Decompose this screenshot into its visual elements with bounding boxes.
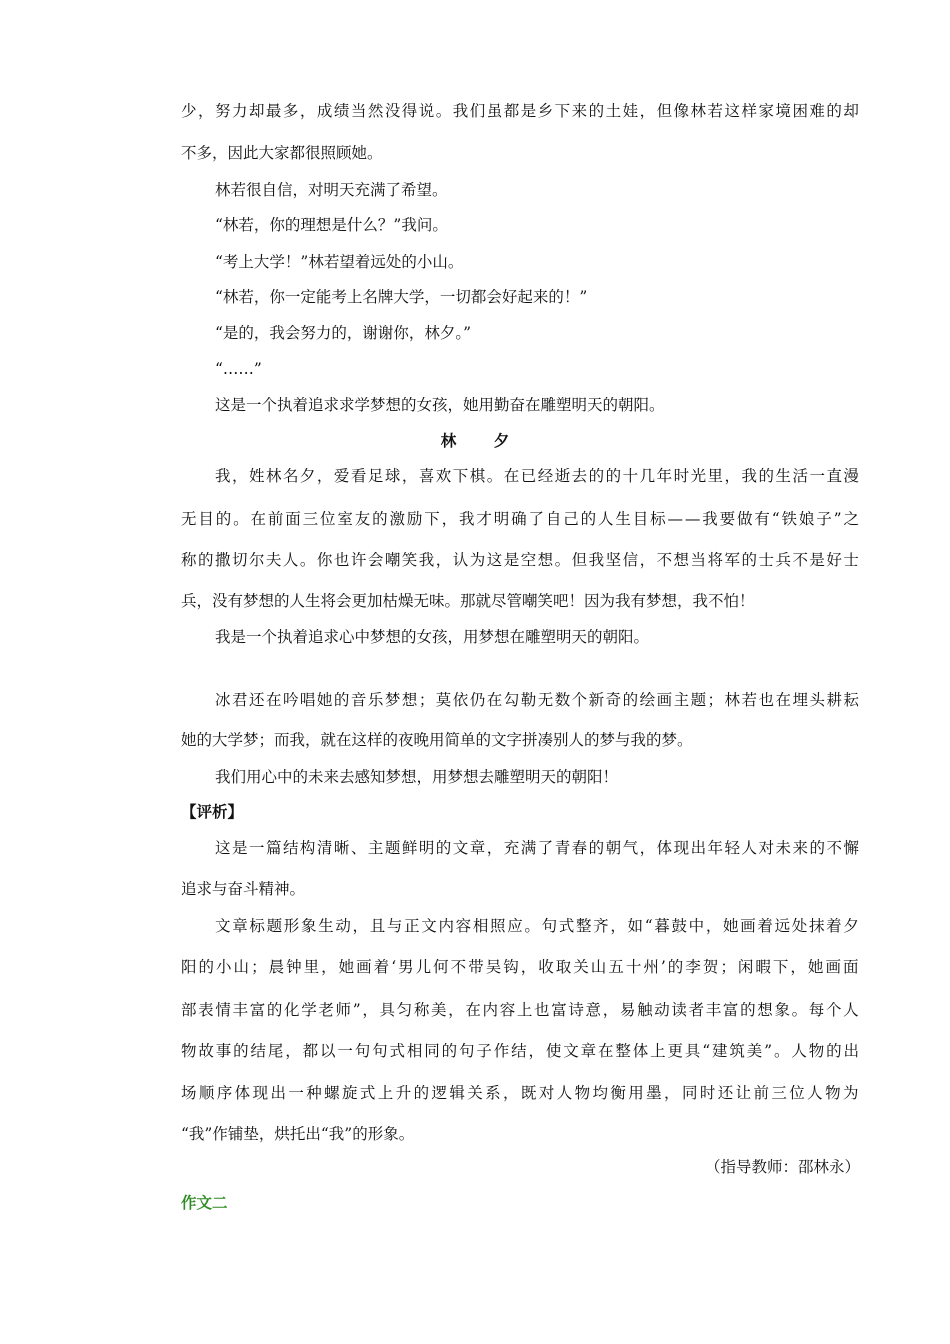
- paragraph-line: 文 章 标 题 形 象 生 动 ， 且 与 正 文 内 容 相 照 应 。 句 式 整 齐 ， 如 “ 暮 鼓 中 ， 她 画 着 远 处 抹 着 夕: [215, 917, 859, 935]
- paragraph-line: “我”作铺垫，烘托出“我”的形象。: [181, 1125, 415, 1143]
- next-essay-heading: 作文二: [181, 1193, 228, 1212]
- paragraph-line: 她的大学梦；而我，就在这样的夜晚用简单的文字拼凑别人的梦与我的梦。: [181, 731, 693, 749]
- paragraph-line: 冰 君 还 在 吟 唱 她 的 音 乐 梦 想 ； 莫 依 仍 在 勾 勒 无 数 个 新 奇 的 绘 画 主 题 ； 林 若 也 在 埋 头 耕 耘: [215, 691, 859, 709]
- section-heading: 林 夕: [440, 431, 526, 450]
- paragraph: 我们用心中的未来去感知梦想，用梦想去雕塑明天的朝阳！: [215, 768, 619, 786]
- dialogue-line: “是的，我会努力的，谢谢你，林夕。”: [215, 324, 472, 342]
- dialogue-line: “林若，你一定能考上名牌大学，一切都会好起来的！”: [215, 288, 588, 306]
- paragraph-line: 这 是 一 篇 结 构 清 晰 、 主 题 鲜 明 的 文 章 ， 充 满 了 青 春 的 朝 气 ， 体 现 出 年 轻 人 对 未 来 的 不 懈: [215, 839, 859, 857]
- paragraph: 我是一个执着追求心中梦想的女孩，用梦想在雕塑明天的朝阳。: [215, 628, 650, 646]
- paragraph-line: 不多，因此大家都很照顾她。: [181, 144, 383, 162]
- dialogue-line: “……”: [215, 360, 262, 378]
- paragraph-line: 阳 的 小 山 ； 晨 钟 里 ， 她 画 着 ‘ 男 儿 何 不 带 吴 钩 ， 收 取 关 山 五 十 州 ’ 的 李 贺 ； 闲 暇 下 ， 她 画 面: [181, 958, 859, 976]
- paragraph: 林若很自信，对明天充满了希望。: [215, 181, 448, 199]
- paragraph-line: 兵，没有梦想的人生将会更加枯燥无味。那就尽管嘲笑吧！因为我有梦想，我不怕！: [181, 592, 755, 610]
- paragraph-line: 少 ， 努 力 却 最 多 ， 成 绩 当 然 没 得 说 。 我 们 虽 都 是 乡 下 来 的 土 娃 ， 但 像 林 若 这 样 家 境 困 难 的 却: [181, 102, 859, 120]
- teacher-credit: （指导教师：邵林永）: [704, 1158, 860, 1176]
- paragraph-line: 物 故 事 的 结 尾 ， 都 以 一 句 句 式 相 同 的 句 子 作 结 ， 使 文 章 在 整 体 上 更 具 “ 建 筑 美 ” 。 人 物 的 出: [181, 1042, 859, 1060]
- paragraph-line: 无 目 的 。 在 前 面 三 位 室 友 的 激 励 下 ， 我 才 明 确 了 自 己 的 人 生 目 标 — — 我 要 做 有 “ 铁 娘 子 ” 之: [181, 510, 859, 528]
- paragraph: 这是一个执着追求求学梦想的女孩，她用勤奋在雕塑明天的朝阳。: [215, 396, 665, 414]
- paragraph-line: 称 的 撒 切 尔 夫 人 。 你 也 许 会 嘲 笑 我 ， 认 为 这 是 空 想 。 但 我 坚 信 ， 不 想 当 将 军 的 士 兵 不 是 好 士: [181, 551, 859, 569]
- dialogue-line: “林若，你的理想是什么？”我问。: [215, 216, 448, 234]
- paragraph-line: 追求与奋斗精神。: [181, 880, 306, 898]
- section-comment-heading: 【评析】: [181, 802, 244, 821]
- paragraph-line: 场 顺 序 体 现 出 一 种 螺 旋 式 上 升 的 逻 辑 关 系 ， 既 对 人 物 均 衡 用 墨 ， 同 时 还 让 前 三 位 人 物 为: [181, 1084, 859, 1102]
- paragraph-line: 我 ， 姓 林 名 夕 ， 爱 看 足 球 ， 喜 欢 下 棋 。 在 已 经 逝 去 的 的 十 几 年 时 光 里 ， 我 的 生 活 一 直 漫: [215, 467, 859, 485]
- paragraph-line: 部 表 情 丰 富 的 化 学 老 师 ” ， 具 匀 称 美 ， 在 内 容 上 也 富 诗 意 ， 易 触 动 读 者 丰 富 的 想 象 。 每 个 人: [181, 1001, 859, 1019]
- dialogue-line: “考上大学！”林若望着远处的小山。: [215, 253, 464, 271]
